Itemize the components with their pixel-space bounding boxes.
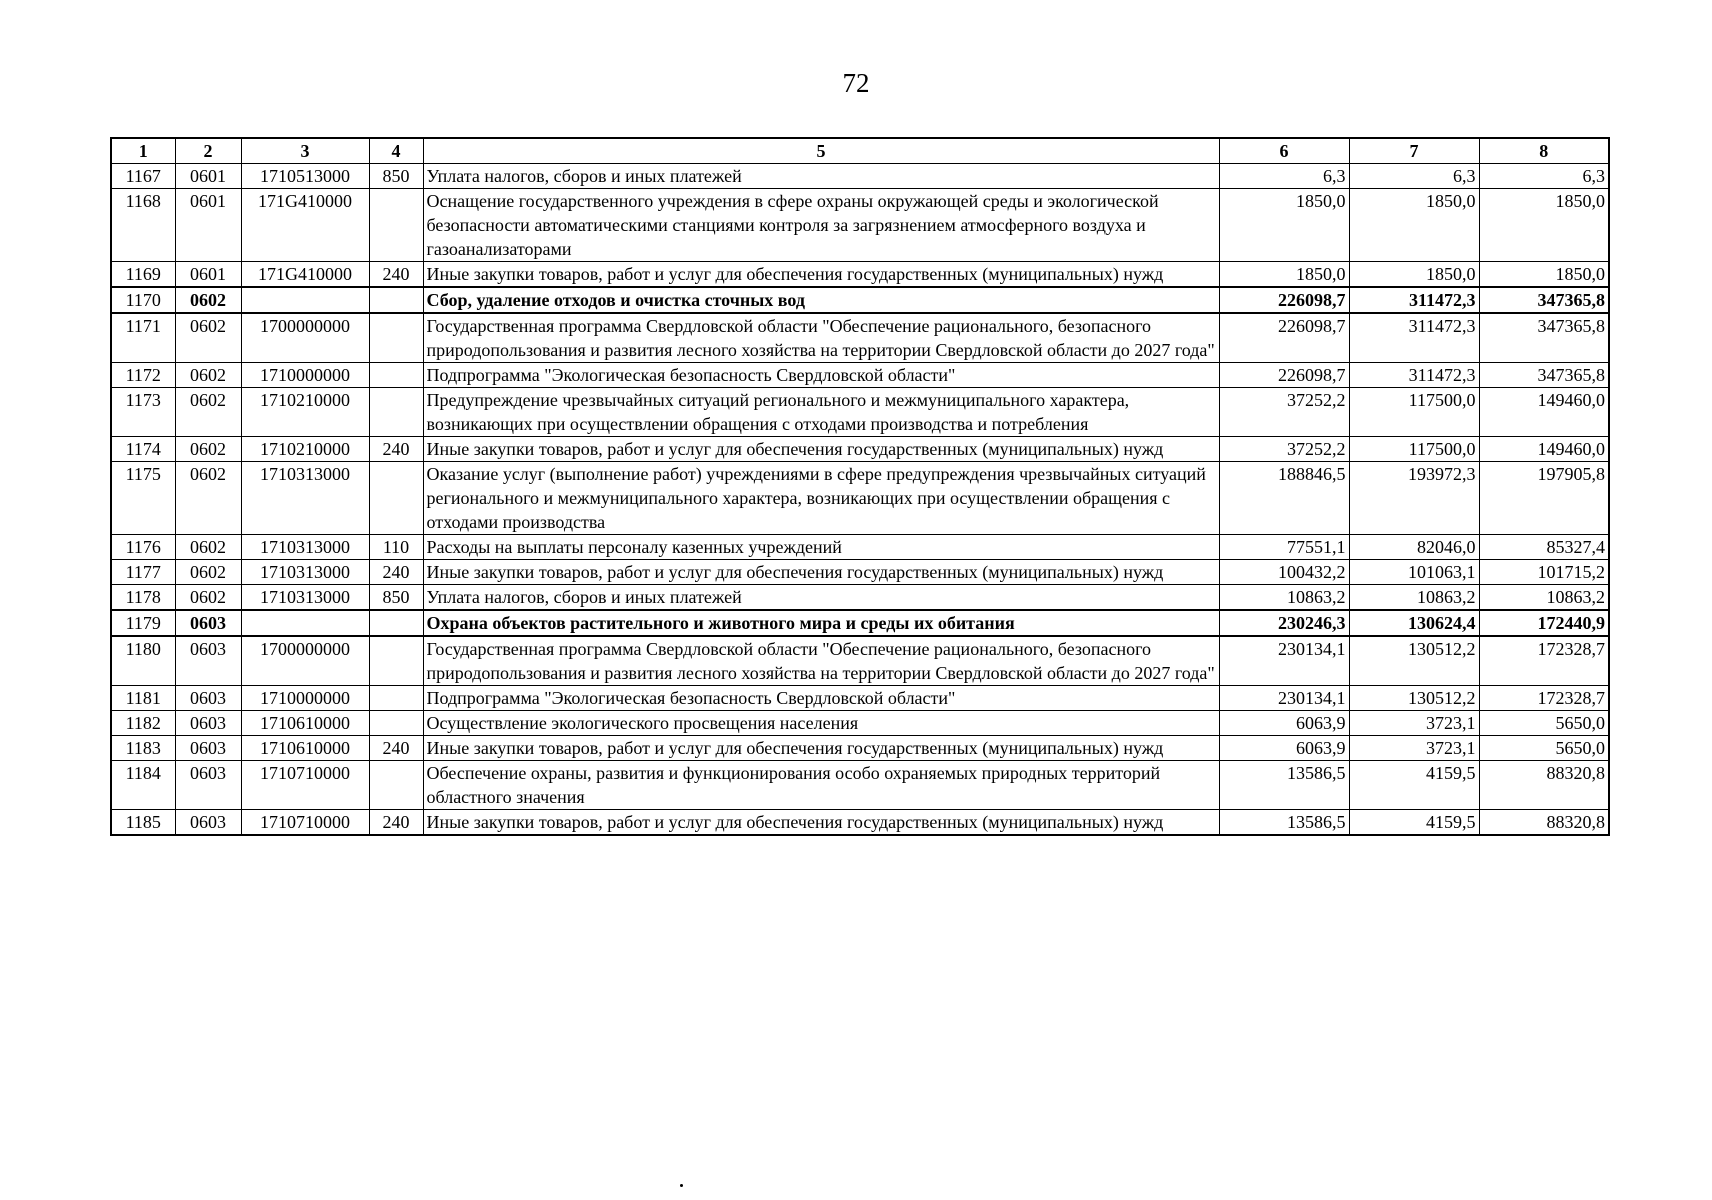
amount-col7-cell: 1850,0 (1349, 262, 1479, 288)
amount-col8-cell: 172440,9 (1479, 610, 1609, 636)
row-number-cell: 1182 (111, 711, 175, 736)
table-row (111, 164, 1609, 189)
target-article-cell: 1710313000 (241, 535, 369, 560)
expense-type-cell: 240 (369, 262, 423, 288)
section-code-cell: 0601 (175, 189, 241, 262)
expense-type-cell (369, 363, 423, 388)
section-code-cell: 0602 (175, 287, 241, 313)
table-row (111, 686, 1609, 711)
amount-col7-cell: 101063,1 (1349, 560, 1479, 585)
row-number-cell: 1174 (111, 437, 175, 462)
section-code-cell: 0603 (175, 810, 241, 836)
target-article-cell: 171G410000 (241, 189, 369, 262)
amount-col8-cell: 85327,4 (1479, 535, 1609, 560)
amount-col6-cell: 100432,2 (1219, 560, 1349, 585)
table-row (111, 610, 1609, 636)
amount-col8-cell: 88320,8 (1479, 761, 1609, 810)
column-header: 5 (423, 138, 1219, 164)
section-code-cell: 0603 (175, 736, 241, 761)
amount-col7-cell: 311472,3 (1349, 287, 1479, 313)
row-number-cell: 1183 (111, 736, 175, 761)
target-article-cell: 1700000000 (241, 313, 369, 363)
expense-name-cell: Осуществление экологического просвещения населения (423, 711, 1219, 736)
amount-col8-cell: 6,3 (1479, 164, 1609, 189)
row-number-cell: 1171 (111, 313, 175, 363)
row-number-cell: 1181 (111, 686, 175, 711)
expense-type-cell: 850 (369, 164, 423, 189)
amount-col8-cell: 172328,7 (1479, 636, 1609, 686)
table-row (111, 585, 1609, 611)
amount-col7-cell: 82046,0 (1349, 535, 1479, 560)
expense-name-cell: Предупреждение чрезвычайных ситуаций регионального и межмуниципального характера, возникающих при осуществлении обращения с отходами производства и потребления (423, 388, 1219, 437)
table-row (111, 560, 1609, 585)
table-row (111, 262, 1609, 288)
amount-col7-cell: 3723,1 (1349, 711, 1479, 736)
target-article-cell: 1710000000 (241, 686, 369, 711)
row-number-cell: 1178 (111, 585, 175, 611)
amount-col6-cell: 6063,9 (1219, 711, 1349, 736)
table-row (111, 462, 1609, 535)
expense-name-cell: Иные закупки товаров, работ и услуг для обеспечения государственных (муниципальных) нужд (423, 437, 1219, 462)
expense-type-cell (369, 287, 423, 313)
table-body (111, 164, 1609, 836)
row-number-cell: 1177 (111, 560, 175, 585)
section-code-cell: 0603 (175, 711, 241, 736)
row-number-cell: 1167 (111, 164, 175, 189)
table-row (111, 761, 1609, 810)
expense-type-cell: 850 (369, 585, 423, 611)
amount-col7-cell: 130512,2 (1349, 636, 1479, 686)
row-number-cell: 1168 (111, 189, 175, 262)
target-article-cell: 1710313000 (241, 585, 369, 611)
amount-col7-cell: 1850,0 (1349, 189, 1479, 262)
amount-col7-cell: 4159,5 (1349, 761, 1479, 810)
target-article-cell: 1710313000 (241, 462, 369, 535)
target-article-cell (241, 287, 369, 313)
section-code-cell: 0602 (175, 560, 241, 585)
expense-type-cell (369, 189, 423, 262)
expense-name-cell: Иные закупки товаров, работ и услуг для обеспечения государственных (муниципальных) нужд (423, 560, 1219, 585)
expense-name-cell: Иные закупки товаров, работ и услуг для обеспечения государственных (муниципальных) нужд (423, 810, 1219, 836)
row-number-cell: 1170 (111, 287, 175, 313)
target-article-cell: 1710610000 (241, 736, 369, 761)
amount-col6-cell: 10863,2 (1219, 585, 1349, 611)
amount-col8-cell: 101715,2 (1479, 560, 1609, 585)
expense-name-cell: Расходы на выплаты персоналу казенных учреждений (423, 535, 1219, 560)
section-code-cell: 0602 (175, 585, 241, 611)
amount-col6-cell: 13586,5 (1219, 761, 1349, 810)
table-row (111, 736, 1609, 761)
section-code-cell: 0602 (175, 363, 241, 388)
section-code-cell: 0602 (175, 535, 241, 560)
row-number-cell: 1185 (111, 810, 175, 836)
page-number: 72 (842, 68, 870, 98)
expense-type-cell: 110 (369, 535, 423, 560)
target-article-cell (241, 610, 369, 636)
amount-col6-cell: 230246,3 (1219, 610, 1349, 636)
expense-name-cell: Сбор, удаление отходов и очистка сточных вод (423, 287, 1219, 313)
expense-type-cell: 240 (369, 736, 423, 761)
expense-type-cell (369, 313, 423, 363)
amount-col7-cell: 3723,1 (1349, 736, 1479, 761)
column-header: 3 (241, 138, 369, 164)
expense-name-cell: Оснащение государственного учреждения в сфере охраны окружающей среды и экологической безопасности автоматическими станциями контроля за загрязнением атмосферного воздуха и газоанализаторами (423, 189, 1219, 262)
target-article-cell: 1710710000 (241, 761, 369, 810)
amount-col6-cell: 6063,9 (1219, 736, 1349, 761)
section-code-cell: 0603 (175, 686, 241, 711)
amount-col8-cell: 149460,0 (1479, 437, 1609, 462)
amount-col8-cell: 149460,0 (1479, 388, 1609, 437)
amount-col6-cell: 226098,7 (1219, 363, 1349, 388)
expense-name-cell: Подпрограмма "Экологическая безопасность Свердловской области" (423, 686, 1219, 711)
table-row (111, 437, 1609, 462)
header-row (111, 138, 1609, 164)
column-header: 1 (111, 138, 175, 164)
page-mark (680, 1184, 683, 1187)
amount-col8-cell: 347365,8 (1479, 363, 1609, 388)
expense-type-cell (369, 761, 423, 810)
expense-name-cell: Подпрограмма "Экологическая безопасность Свердловской области" (423, 363, 1219, 388)
section-code-cell: 0602 (175, 388, 241, 437)
amount-col7-cell: 6,3 (1349, 164, 1479, 189)
table-row (111, 363, 1609, 388)
expense-name-cell: Иные закупки товаров, работ и услуг для обеспечения государственных (муниципальных) нужд (423, 262, 1219, 288)
amount-col6-cell: 230134,1 (1219, 636, 1349, 686)
column-header: 7 (1349, 138, 1479, 164)
amount-col7-cell: 130512,2 (1349, 686, 1479, 711)
amount-col8-cell: 197905,8 (1479, 462, 1609, 535)
row-number-cell: 1180 (111, 636, 175, 686)
expense-type-cell (369, 636, 423, 686)
amount-col8-cell: 347365,8 (1479, 313, 1609, 363)
target-article-cell: 1710513000 (241, 164, 369, 189)
table-row (111, 636, 1609, 686)
amount-col6-cell: 13586,5 (1219, 810, 1349, 836)
amount-col6-cell: 6,3 (1219, 164, 1349, 189)
amount-col7-cell: 117500,0 (1349, 437, 1479, 462)
target-article-cell: 1700000000 (241, 636, 369, 686)
amount-col6-cell: 230134,1 (1219, 686, 1349, 711)
row-number-cell: 1179 (111, 610, 175, 636)
section-code-cell: 0601 (175, 164, 241, 189)
amount-col6-cell: 226098,7 (1219, 313, 1349, 363)
amount-col7-cell: 311472,3 (1349, 313, 1479, 363)
expense-type-cell (369, 462, 423, 535)
amount-col8-cell: 10863,2 (1479, 585, 1609, 611)
expense-name-cell: Охрана объектов растительного и животного мира и среды их обитания (423, 610, 1219, 636)
amount-col6-cell: 77551,1 (1219, 535, 1349, 560)
amount-col6-cell: 37252,2 (1219, 388, 1349, 437)
table-row (111, 388, 1609, 437)
expense-type-cell (369, 686, 423, 711)
target-article-cell: 1710000000 (241, 363, 369, 388)
amount-col7-cell: 130624,4 (1349, 610, 1479, 636)
amount-col6-cell: 1850,0 (1219, 189, 1349, 262)
expense-name-cell: Государственная программа Свердловской области "Обеспечение рационального, безопасного природопользования и развития лесного хозяйства на территории Свердловской области до 2027 года" (423, 313, 1219, 363)
amount-col7-cell: 10863,2 (1349, 585, 1479, 611)
row-number-cell: 1184 (111, 761, 175, 810)
row-number-cell: 1172 (111, 363, 175, 388)
column-header: 8 (1479, 138, 1609, 164)
section-code-cell: 0603 (175, 761, 241, 810)
table-row (111, 711, 1609, 736)
amount-col8-cell: 172328,7 (1479, 686, 1609, 711)
amount-col6-cell: 37252,2 (1219, 437, 1349, 462)
expense-type-cell (369, 610, 423, 636)
expense-name-cell: Государственная программа Свердловской области "Обеспечение рационального, безопасного природопользования и развития лесного хозяйства на территории Свердловской области до 2027 года" (423, 636, 1219, 686)
expense-type-cell: 240 (369, 810, 423, 836)
amount-col8-cell: 88320,8 (1479, 810, 1609, 836)
table-row (111, 810, 1609, 836)
column-header: 4 (369, 138, 423, 164)
section-code-cell: 0602 (175, 437, 241, 462)
expense-name-cell: Уплата налогов, сборов и иных платежей (423, 164, 1219, 189)
expense-type-cell: 240 (369, 437, 423, 462)
expense-type-cell (369, 711, 423, 736)
column-header: 2 (175, 138, 241, 164)
target-article-cell: 1710610000 (241, 711, 369, 736)
amount-col7-cell: 311472,3 (1349, 363, 1479, 388)
amount-col7-cell: 117500,0 (1349, 388, 1479, 437)
target-article-cell: 1710210000 (241, 437, 369, 462)
amount-col8-cell: 1850,0 (1479, 189, 1609, 262)
row-number-cell: 1173 (111, 388, 175, 437)
amount-col6-cell: 1850,0 (1219, 262, 1349, 288)
amount-col7-cell: 4159,5 (1349, 810, 1479, 836)
amount-col7-cell: 193972,3 (1349, 462, 1479, 535)
table-row (111, 313, 1609, 363)
budget-table (110, 137, 1610, 836)
expense-name-cell: Оказание услуг (выполнение работ) учреждениями в сфере предупреждения чрезвычайных ситуаций регионального и межмуниципального характера, возникающих при осуществлении обращения с отходами производства (423, 462, 1219, 535)
amount-col8-cell: 347365,8 (1479, 287, 1609, 313)
target-article-cell: 171G410000 (241, 262, 369, 288)
row-number-cell: 1175 (111, 462, 175, 535)
expense-type-cell: 240 (369, 560, 423, 585)
expense-name-cell: Иные закупки товаров, работ и услуг для обеспечения государственных (муниципальных) нужд (423, 736, 1219, 761)
section-code-cell: 0602 (175, 313, 241, 363)
row-number-cell: 1176 (111, 535, 175, 560)
target-article-cell: 1710313000 (241, 560, 369, 585)
expense-name-cell: Обеспечение охраны, развития и функционирования особо охраняемых природных территорий областного значения (423, 761, 1219, 810)
expense-type-cell (369, 388, 423, 437)
target-article-cell: 1710210000 (241, 388, 369, 437)
row-number-cell: 1169 (111, 262, 175, 288)
section-code-cell: 0603 (175, 636, 241, 686)
expense-name-cell: Уплата налогов, сборов и иных платежей (423, 585, 1219, 611)
amount-col6-cell: 226098,7 (1219, 287, 1349, 313)
table-row (111, 535, 1609, 560)
amount-col8-cell: 1850,0 (1479, 262, 1609, 288)
target-article-cell: 1710710000 (241, 810, 369, 836)
column-header: 6 (1219, 138, 1349, 164)
table-row (111, 287, 1609, 313)
table-row (111, 189, 1609, 262)
amount-col8-cell: 5650,0 (1479, 711, 1609, 736)
section-code-cell: 0601 (175, 262, 241, 288)
amount-col8-cell: 5650,0 (1479, 736, 1609, 761)
amount-col6-cell: 188846,5 (1219, 462, 1349, 535)
section-code-cell: 0602 (175, 462, 241, 535)
section-code-cell: 0603 (175, 610, 241, 636)
